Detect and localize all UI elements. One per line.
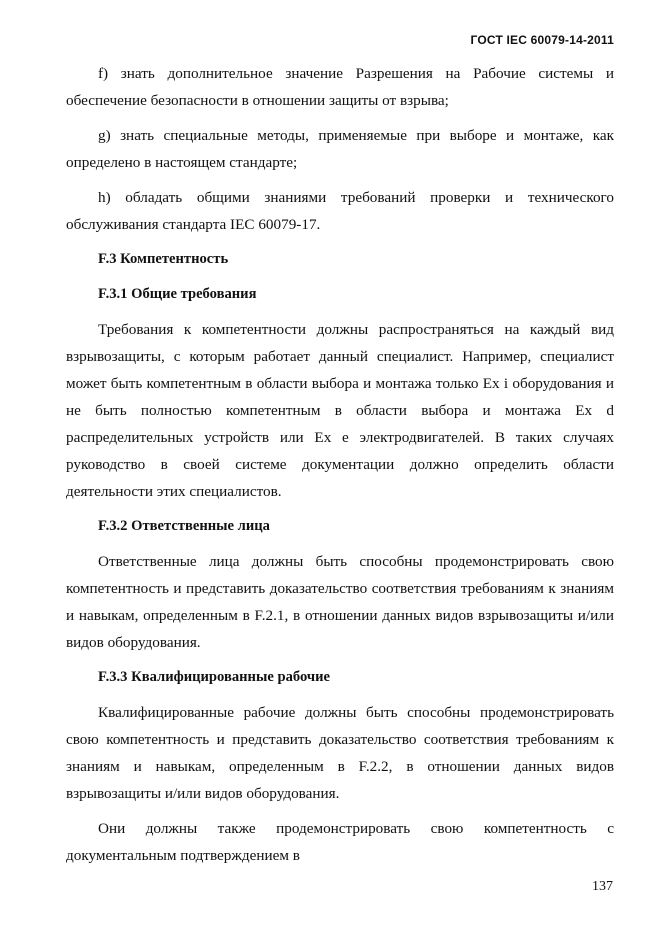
list-item-h: h) обладать общими знаниями требований проверки и технического обслуживания стандарта IEC 60079-17. [66,189,614,233]
page-content [66,60,614,877]
paragraph-f33-continued: Они должны также продемонстрировать свою компетентность с документальным подтверждением в [66,820,614,864]
section-heading-f3: F.3 Компетентность [98,251,229,267]
section-heading-f31: F.3.1 Общие требования [98,286,257,302]
document-header: ГОСТ IEC 60079-14-2011 [470,33,614,47]
list-item-f: f) знать дополнительное значение Разрешения на Рабочие системы и обеспечение безопасности в отношении защиты от взрыва; [66,65,614,109]
paragraph-f32: Ответственные лица должны быть способны продемонстрировать свою компетентность и представить доказательство соответствия требованиям к знаниям и навыкам, определенным в F.2.1, в отношении данных видов взрывозащиты и/или видов оборудования. [66,553,614,651]
paragraph-f33: Квалифицированные рабочие должны быть способны продемонстрировать свою компетентность и представить доказательство соответствия требованиям к знаниям и навыкам, определенным в F.2.2, в отношении данных видов взрывозащиты и/или видов оборудования. [66,704,614,802]
page-number: 137 [592,879,613,894]
list-item-g: g) знать специальные методы, применяемые при выборе и монтаже, как определено в настоящем стандарте; [66,127,614,171]
paragraph-f31: Требования к компетентности должны распространяться на каждый вид взрывозащиты, с которым работает данный специалист. Например, специалист может быть компетентным в области выбора и монтажа только Ex i оборудования и не быть полностью компетентным в области выбора и монтажа Ex d распределительных устройств или Ex e электродвигателей. В таких случаях руководство в своей системе документации должно определить области деятельности этих специалистов. [66,321,614,500]
section-heading-f32: F.3.2 Ответственные лица [98,518,270,534]
section-heading-f33: F.3.3 Квалифицированные рабочие [98,669,331,685]
